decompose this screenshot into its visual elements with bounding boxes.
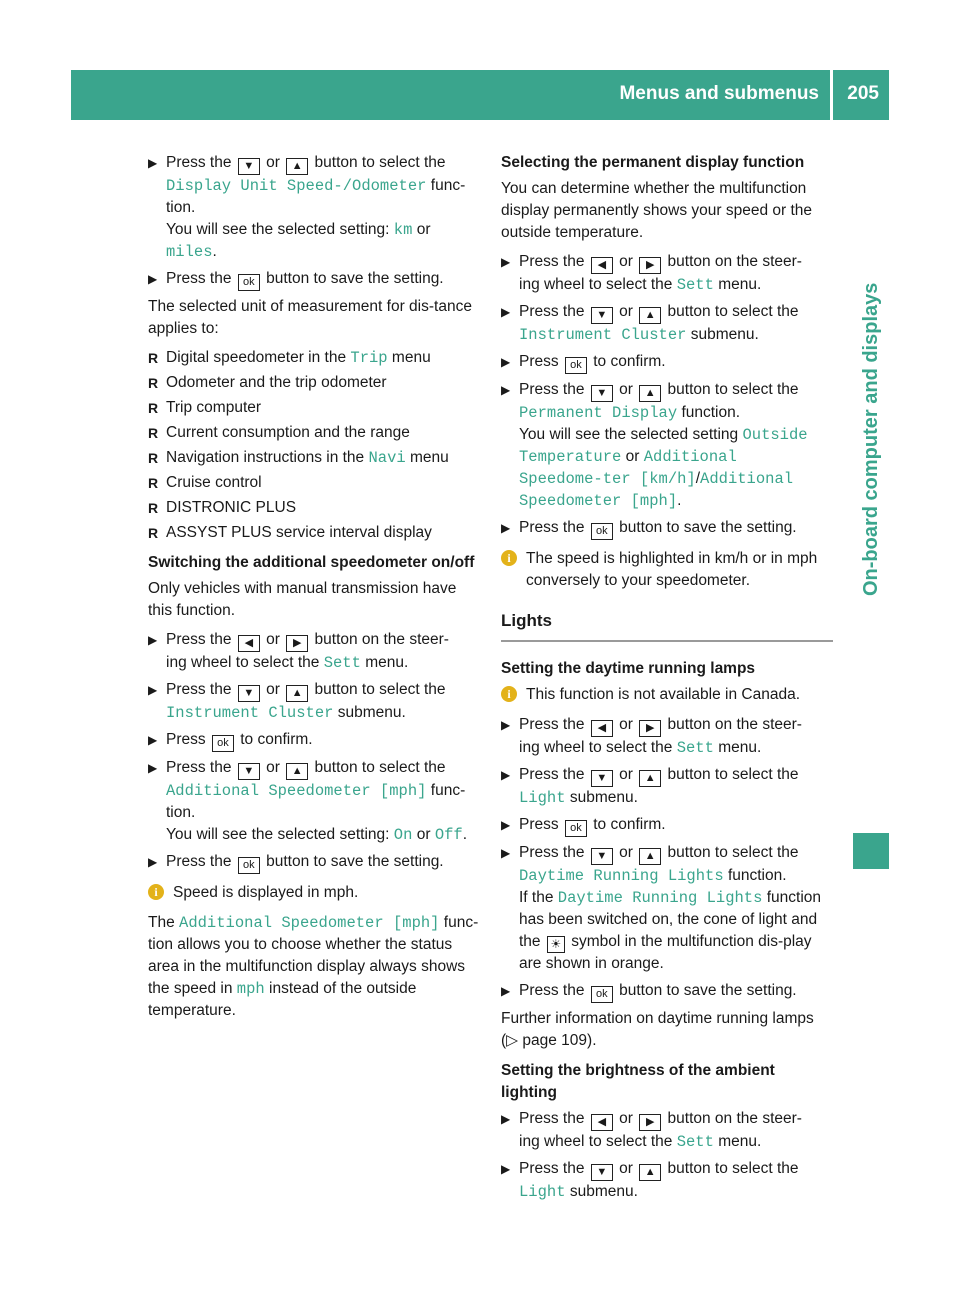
step-arrow-icon: ▶ <box>501 718 511 732</box>
info-icon: i <box>501 550 517 566</box>
instruction-step: ▶ Press the ▼ or ▲ button to select the Permanent Display function. You will see the selected setting Outside Temperature or Additional Speedome-ter [km/h]/Additional Speedometer [mph]. <box>501 381 808 510</box>
bullet-icon: R <box>148 400 159 416</box>
down-button-icon: ▼ <box>591 770 613 787</box>
bullet-icon: R <box>148 525 159 541</box>
setting-code: miles <box>166 243 213 261</box>
up-button-icon: ▲ <box>286 763 308 780</box>
instruction-step: ▶ Press the ◀ or ▶ button on the steer- ing wheel to select the Sett menu. <box>501 716 802 757</box>
step-arrow-icon: ▶ <box>501 818 511 832</box>
list-item: R ASSYST PLUS service interval display <box>148 522 480 544</box>
ok-button-icon: ok <box>565 820 587 837</box>
instruction-step: ▶ Press the ▼ or ▲ button to select the Light submenu. <box>501 1160 799 1201</box>
paragraph: The Additional Speedometer [mph] func- tion allows you to choose whether the status area in the multifunction display always shows the speed in mph instead of the outside temperature. <box>148 914 479 1019</box>
instruction-step: ▶ Press the ok button to save the setting. <box>148 268 480 291</box>
instruction-step: ▶ Press the ok button to save the setting. <box>148 851 480 874</box>
down-button-icon: ▼ <box>238 685 260 702</box>
instruction-step: ▶ Press the ◀ or ▶ button on the steer- ing wheel to select the Sett menu. <box>501 253 802 294</box>
step-arrow-icon: ▶ <box>501 521 511 535</box>
right-column <box>501 152 833 1208</box>
menu-item-code: Display Unit Speed-/Odometer <box>166 177 427 195</box>
instruction-step: ▶ Press the ◀ or ▶ button on the steer- ing wheel to select the Sett menu. <box>501 1110 802 1151</box>
step-arrow-icon: ▶ <box>501 305 511 319</box>
instruction-step: ▶ Press ok to confirm. <box>148 729 480 752</box>
bullet-icon: R <box>148 375 159 391</box>
chapter-marker <box>853 833 889 869</box>
step-arrow-icon: ▶ <box>501 355 511 369</box>
step-arrow-icon: ▶ <box>148 733 158 747</box>
step-arrow-icon: ▶ <box>501 846 511 860</box>
instruction-step: ▶ Press the ok button to save the setting. <box>501 980 833 1003</box>
down-button-icon: ▼ <box>591 307 613 324</box>
right-button-icon: ▶ <box>639 720 661 737</box>
info-note: i This function is not available in Canada. <box>501 684 833 706</box>
subheading: Setting the brightness of the ambient lighting <box>501 1062 775 1101</box>
instruction-step: ▶ Press the ▼ or ▲ button to select the Light submenu. <box>501 766 799 807</box>
info-note: i The speed is highlighted in km/h or in mph conversely to your speedometer. <box>501 548 833 592</box>
header-divider <box>830 70 833 120</box>
list-item: R Odometer and the trip odometer <box>148 372 480 394</box>
info-icon: i <box>148 884 164 900</box>
instruction-step: ▶ Press the ▼ or ▲ button to select the Display Unit Speed-/Odometer func- tion. You will see the selected setting: km or miles. <box>148 154 466 261</box>
instruction-step: ▶ Press ok to confirm. <box>501 814 833 837</box>
list-item: R Navigation instructions in the Navi menu <box>148 449 449 467</box>
step-arrow-icon: ▶ <box>501 1112 511 1126</box>
instruction-step: ▶ Press the ▼ or ▲ button to select the Instrument Cluster submenu. <box>501 303 799 344</box>
down-button-icon: ▼ <box>591 1164 613 1181</box>
paragraph: You can determine whether the multifunction display permanently shows your speed or the outside temperature. <box>501 180 813 241</box>
left-button-icon: ◀ <box>591 720 613 737</box>
left-button-icon: ◀ <box>591 257 613 274</box>
list-item: R Trip computer <box>148 397 480 419</box>
step-arrow-icon: ▶ <box>501 768 511 782</box>
bullet-icon: R <box>148 450 159 466</box>
sun-icon: ☀ <box>547 936 565 953</box>
ok-button-icon: ok <box>238 274 260 291</box>
ok-button-icon: ok <box>591 986 613 1003</box>
right-button-icon: ▶ <box>639 257 661 274</box>
list-item: R Current consumption and the range <box>148 422 480 444</box>
up-button-icon: ▲ <box>286 685 308 702</box>
step-arrow-icon: ▶ <box>148 633 158 647</box>
paragraph: The selected unit of measurement for dis-tance applies to: <box>148 298 472 337</box>
page-header <box>71 70 889 120</box>
instruction-step: ▶ Press ok to confirm. <box>501 351 833 374</box>
ok-button-icon: ok <box>591 523 613 540</box>
left-button-icon: ◀ <box>238 635 260 652</box>
up-button-icon: ▲ <box>286 158 308 175</box>
step-arrow-icon: ▶ <box>148 156 158 170</box>
bullet-icon: R <box>148 425 159 441</box>
step-arrow-icon: ▶ <box>148 272 158 286</box>
instruction-step: ▶ Press the ▼ or ▲ button to select the Instrument Cluster submenu. <box>148 681 446 722</box>
section-title: Menus and submenus <box>619 83 819 104</box>
chapter-side-tab <box>853 120 889 820</box>
chapter-title: On-board computer and displays <box>860 282 882 596</box>
subheading: Switching the additional speedometer on/off <box>148 554 475 571</box>
ok-button-icon: ok <box>565 357 587 374</box>
page-number: 205 <box>847 83 879 104</box>
right-button-icon: ▶ <box>639 1114 661 1131</box>
down-button-icon: ▼ <box>238 158 260 175</box>
up-button-icon: ▲ <box>639 1164 661 1181</box>
right-button-icon: ▶ <box>286 635 308 652</box>
bullet-icon: R <box>148 350 159 366</box>
paragraph: Only vehicles with manual transmission have this function. <box>148 580 457 619</box>
step-arrow-icon: ▶ <box>501 383 511 397</box>
step-arrow-icon: ▶ <box>148 855 158 869</box>
list-item: R DISTRONIC PLUS <box>148 497 480 519</box>
list-item: R Digital speedometer in the Trip menu <box>148 349 431 367</box>
info-note: i Speed is displayed in mph. <box>148 882 480 904</box>
paragraph: Further information on daytime running lamps (▷ page 109). <box>501 1010 814 1049</box>
step-arrow-icon: ▶ <box>148 683 158 697</box>
instruction-step: ▶ Press the ▼ or ▲ button to select the Additional Speedometer [mph] func- tion. You will see the selected setting: On or Off. <box>148 759 468 844</box>
up-button-icon: ▲ <box>639 848 661 865</box>
subheading: Setting the daytime running lamps <box>501 660 756 677</box>
step-arrow-icon: ▶ <box>501 984 511 998</box>
instruction-step: ▶ Press the ok button to save the setting. <box>501 517 833 540</box>
ok-button-icon: ok <box>212 735 234 752</box>
subheading: Selecting the permanent display function <box>501 154 805 171</box>
info-icon: i <box>501 686 517 702</box>
bullet-icon: R <box>148 500 159 516</box>
step-arrow-icon: ▶ <box>501 255 511 269</box>
down-button-icon: ▼ <box>238 763 260 780</box>
left-column <box>148 152 480 1029</box>
instruction-step: ▶ Press the ◀ or ▶ button on the steer- ing wheel to select the Sett menu. <box>148 631 449 672</box>
up-button-icon: ▲ <box>639 385 661 402</box>
step-arrow-icon: ▶ <box>148 761 158 775</box>
down-button-icon: ▼ <box>591 848 613 865</box>
instruction-step: ▶ Press the ▼ or ▲ button to select the Daytime Running Lights function. If the Daytime Running Lights function has been switched on, the cone of light and the ☀ symbol in the multifunction dis-play are shown in orange. <box>501 844 822 972</box>
left-button-icon: ◀ <box>591 1114 613 1131</box>
down-button-icon: ▼ <box>591 385 613 402</box>
up-button-icon: ▲ <box>639 307 661 324</box>
list-item: R Cruise control <box>148 472 480 494</box>
setting-code: km <box>393 221 413 239</box>
bullet-icon: R <box>148 475 159 491</box>
step-arrow-icon: ▶ <box>501 1162 511 1176</box>
ok-button-icon: ok <box>238 857 260 874</box>
up-button-icon: ▲ <box>639 770 661 787</box>
section-heading: Lights <box>501 610 833 642</box>
